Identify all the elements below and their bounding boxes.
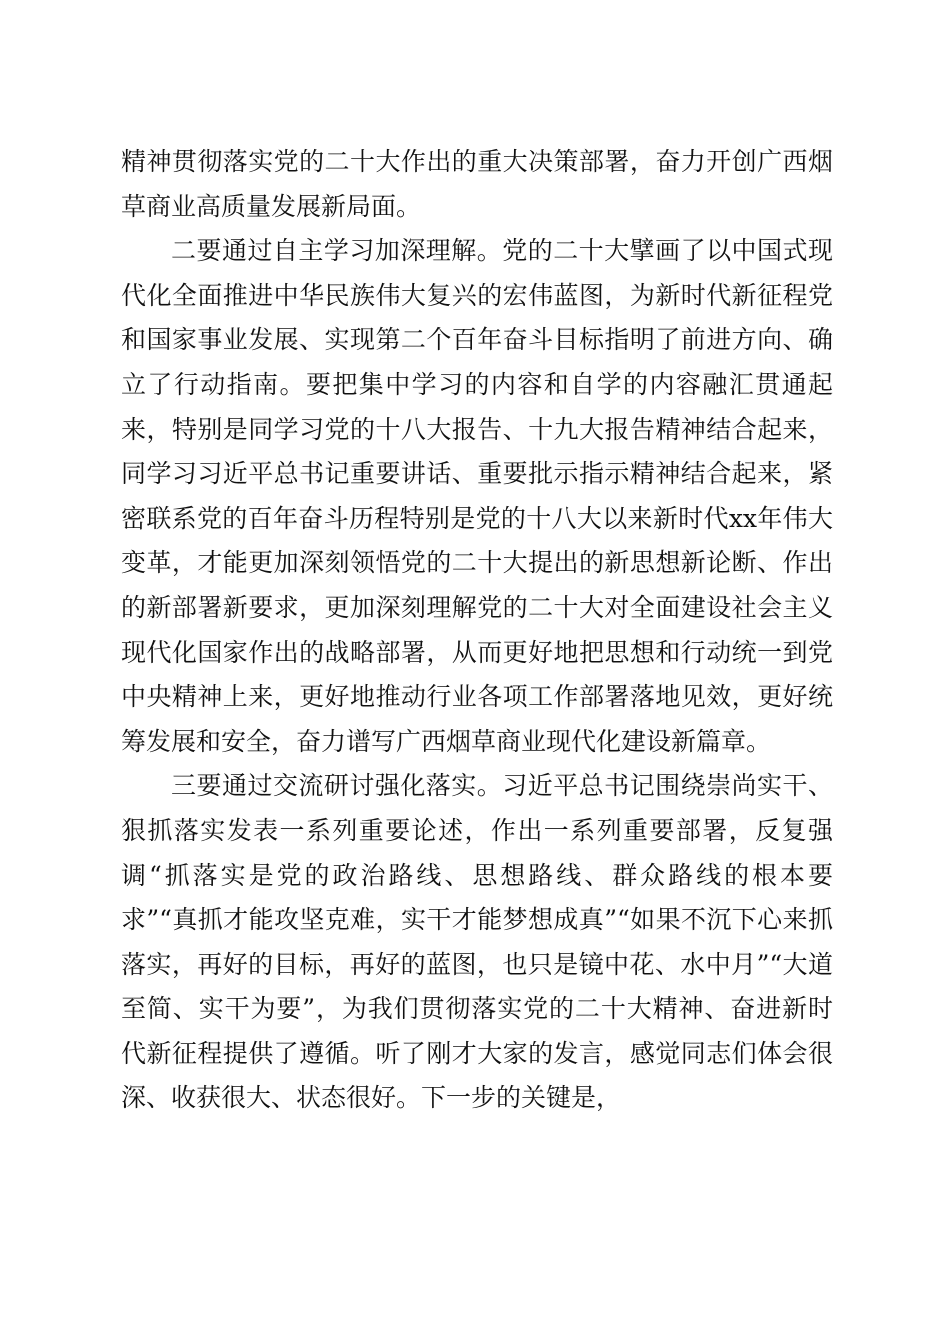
paragraph-continuation: 精神贯彻落实党的二十大作出的重大决策部署，奋力开创广西烟草商业高质量发展新局面。: [121, 147, 833, 221]
paragraph-discussion: 三要通过交流研讨强化落实。习近平总书记围绕崇尚实干、狠抓落实发表一系列重要论述，作出一系列重要部署，反复强调“抓落实是党的政治路线、思想路线、群众路线的根本要求”“真抓才能攻坚克难，实干才能梦想成真”“如果不沉下心来抓落实，再好的目标，再好的蓝图，也只是镜中花、水中月”“大道至简、实干为要”，为我们贯彻落实党的二十大精神、奋进新时代新征程提供了遵循。听了刚才大家的发言，感觉同志们体会很深、收获很大、状态很好。下一步的关键是，: [121, 771, 833, 1113]
document-body: [121, 140, 833, 1121]
paragraph-self-study: 二要通过自主学习加深理解。党的二十大擘画了以中国式现代化全面推进中华民族伟大复兴的宏伟蓝图，为新时代新征程党和国家事业发展、实现第二个百年奋斗目标指明了前进方向、确立了行动指南。要把集中学习的内容和自学的内容融汇贯通起来，特别是同学习党的十八大报告、十九大报告精神结合起来，同学习习近平总书记重要讲话、重要批示指示精神结合起来，紧密联系党的百年奋斗历程特别是党的十八大以来新时代xx年伟大变革，才能更加深刻领悟党的二十大提出的新思想新论断、作出的新部署新要求，更加深刻理解党的二十大对全面建设社会主义现代化国家作出的战略部署，从而更好地把思想和行动统一到党中央精神上来，更好地推动行业各项工作部署落地见效，更好统筹发展和安全，奋力谱写广西烟草商业现代化建设新篇章。: [121, 236, 833, 756]
